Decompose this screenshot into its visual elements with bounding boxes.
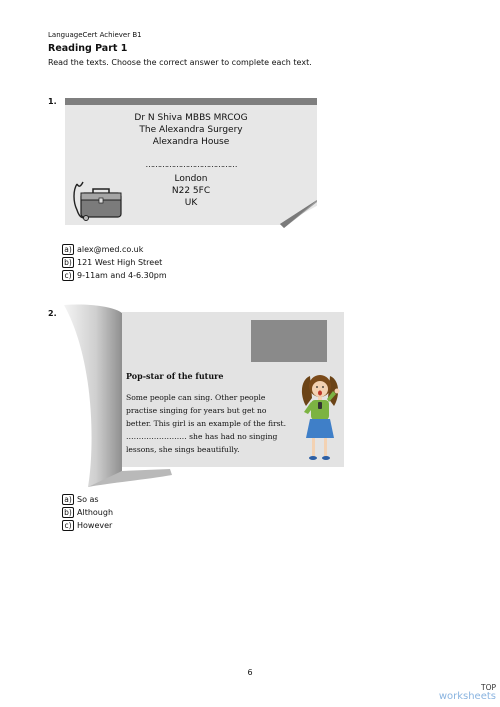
instructions: Read the texts. Choose the correct answer to complete each text.	[48, 58, 312, 67]
address-line-2: The Alexandra Surgery	[139, 125, 243, 135]
singing-girl-illustration	[296, 372, 346, 464]
article-title: Pop-star of the future	[126, 371, 224, 381]
q1-option-c[interactable]	[62, 270, 167, 281]
envelope-top-bar	[65, 98, 317, 105]
brand-name: worksheets	[438, 691, 496, 702]
q1-option-b[interactable]	[62, 257, 162, 268]
option-text: alex@med.co.uk	[77, 245, 144, 254]
option-letter[interactable]: c)	[62, 270, 74, 281]
q1-option-a[interactable]	[62, 244, 143, 255]
exam-header: LanguageCert Achiever B1	[48, 31, 142, 39]
option-text: So as	[77, 495, 99, 504]
q2-option-a[interactable]	[62, 494, 99, 505]
option-letter[interactable]: b)	[62, 507, 74, 518]
article-line: …………………… she has had no singing	[126, 432, 278, 441]
article-line: better. This girl is an example of the first.	[126, 419, 287, 428]
q2-option-c[interactable]	[62, 520, 112, 531]
address-line-6: N22 5FC	[171, 186, 211, 196]
option-letter[interactable]: a)	[62, 244, 74, 255]
option-letter[interactable]: b)	[62, 257, 74, 268]
question-2-number: 2.	[48, 309, 57, 318]
option-letter[interactable]: c)	[62, 520, 74, 531]
question-1-number: 1.	[48, 97, 57, 106]
doctor-bag-stethoscope-icon	[73, 180, 125, 222]
address-line-1: Dr N Shiva MBBS MRCOG	[134, 113, 248, 123]
address-line-3: Alexandra House	[152, 137, 230, 147]
brand-logo	[439, 683, 496, 701]
image-placeholder	[251, 320, 327, 362]
option-text: Although	[77, 508, 114, 517]
option-text: However	[77, 521, 113, 530]
article-text	[126, 391, 308, 456]
q2-option-b[interactable]	[62, 507, 113, 518]
address-line-7: UK	[184, 198, 198, 208]
option-text: 121 West High Street	[77, 258, 163, 267]
article-line: practise singing for years but get no	[126, 406, 267, 415]
page-number: 6	[247, 668, 253, 677]
option-text: 9-11am and 4-6.30pm	[77, 271, 167, 280]
article-line: Some people can sing. Other people	[126, 393, 266, 402]
brand-top: TOP	[480, 683, 496, 692]
address-blank: …………………………………	[145, 160, 237, 169]
article-line: lessons, she sings beautifully.	[126, 445, 240, 454]
option-letter[interactable]: a)	[62, 494, 74, 505]
address-line-5: London	[174, 174, 208, 184]
section-title: Reading Part 1	[48, 43, 128, 54]
